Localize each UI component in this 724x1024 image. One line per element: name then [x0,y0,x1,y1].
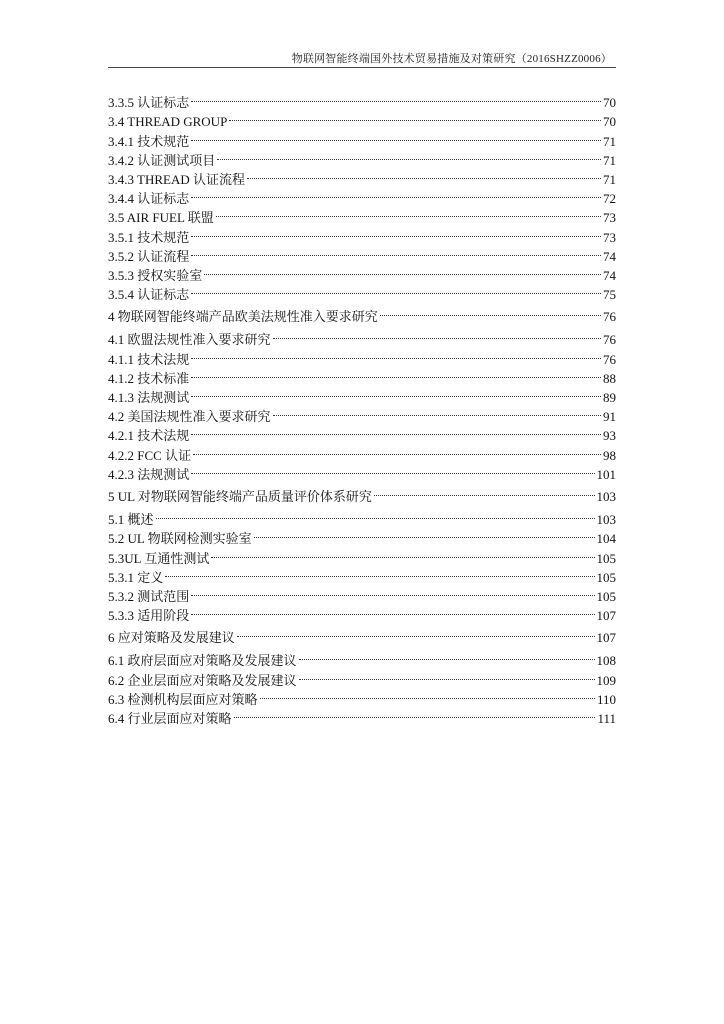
toc-entry-label: 6 应对策略及发展建议 [108,630,235,646]
toc-page-number: 98 [603,447,616,463]
toc-page-number: 73 [603,229,616,245]
toc-entry[interactable] [108,524,616,547]
toc-chapter-entry[interactable] [108,482,616,504]
toc-entry-label: 6.4 行业层面应对策略 [108,711,232,726]
toc-entry-label: 5.1 概述 [108,512,154,528]
toc-entry-label: 3.5.4 认证标志 [108,287,190,303]
toc-dot-leader [191,222,601,241]
toc-page-number: 107 [596,608,616,624]
toc-entry-label: 3.4 THREAD GROUP [108,114,228,130]
running-header: 物联网智能终端国外技术贸易措施及对策研究（2016SHZZ0006） [291,53,612,65]
toc-entry-label: 5.2 UL 物联网检测实验室 [108,531,252,547]
toc-page-number: 71 [603,133,616,149]
toc-dot-leader [229,107,601,126]
toc-entry-label: 4.1.1 技术法规 [108,351,190,367]
toc-entry-label: 6.3 检测机构层面应对策略 [108,691,258,707]
toc-dot-leader [237,623,595,642]
toc-entry[interactable] [108,325,616,348]
toc-page-number: 105 [596,569,616,585]
toc-entry-label: 3.4.1 技术规范 [108,133,190,149]
toc-chapter-entry[interactable] [108,302,616,325]
toc-entry[interactable] [108,563,616,585]
toc-page-number: 74 [603,267,616,283]
toc-page-number: 72 [603,191,616,207]
toc-dot-leader [191,126,601,145]
toc-page-number: 93 [603,428,616,444]
toc-dot-leader [156,505,595,524]
toc-dot-leader [217,146,601,165]
toc-page-number: 111 [597,711,616,726]
toc-page-number: 76 [603,332,616,348]
toc-page-number: 101 [596,466,616,482]
toc-entry-label: 5 UL 对物联网智能终端产品质量评价体系研究 [108,488,372,504]
toc-page-number: 103 [596,488,616,504]
toc-entry-label: 3.5.2 认证流程 [108,248,190,264]
toc-dot-leader [191,242,601,261]
toc-entry-label: 4.1.2 技术标准 [108,370,190,386]
toc-entry-label: 4.1.3 法规测试 [108,390,190,405]
toc-page-number: 70 [603,95,616,111]
toc-page-number: 105 [596,550,616,566]
toc-dot-leader [216,203,601,222]
toc-dot-leader [247,165,601,184]
toc-entry-label: 3.5.3 授权实验室 [108,267,203,283]
toc-dot-leader [234,704,596,723]
toc-dot-leader [191,582,594,601]
toc-page-number: 89 [603,390,616,405]
toc-dot-leader [191,88,601,107]
toc-dot-leader [191,383,601,402]
toc-page-number: 74 [603,248,616,264]
toc-entry-label: 3.4.2 认证测试项目 [108,152,216,168]
toc-dot-leader [273,325,601,344]
toc-page-number: 109 [596,672,616,688]
toc-entry-label: 4.2.1 技术法规 [108,428,190,444]
toc-entry[interactable] [108,582,616,604]
toc-dot-leader [204,261,601,280]
toc-dot-leader [299,646,595,665]
toc-dot-leader [254,524,595,543]
toc-page-number: 71 [603,171,616,187]
toc-dot-leader [193,440,601,459]
toc-dot-leader [191,364,601,383]
toc-page-number: 88 [603,370,616,386]
toc-dot-leader [299,665,595,684]
table-of-contents [108,88,616,726]
toc-entry-label: 3.4.4 认证标志 [108,191,190,207]
toc-entry-label: 6.2 企业层面应对策略及发展建议 [108,672,297,688]
toc-entry-label: 3.5.1 技术规范 [108,229,190,245]
toc-dot-leader [191,421,601,440]
toc-entry-label: 3.3.5 认证标志 [108,95,190,111]
toc-chapter-entry[interactable] [108,623,616,646]
toc-dot-leader [273,402,601,421]
toc-dot-leader [191,280,601,299]
toc-entry-label: 4 物联网智能终端产品欧美法规性准入要求研究 [108,309,378,325]
toc-entry-label: 5.3.1 定义 [108,569,164,585]
toc-entry-label: 4.2.2 FCC 认证 [108,447,192,463]
toc-dot-leader [191,460,594,479]
toc-dot-leader [380,302,601,321]
toc-entry[interactable] [108,646,616,669]
toc-entry-label: 5.3.3 适用阶段 [108,608,190,624]
toc-dot-leader [165,563,594,582]
toc-page-number: 70 [603,114,616,130]
toc-page-number: 76 [603,351,616,367]
toc-page-number: 108 [596,653,616,669]
toc-entry[interactable] [108,505,616,528]
header-rule [108,67,616,68]
toc-page-number: 110 [596,691,616,707]
toc-dot-leader [191,344,601,363]
toc-entry[interactable] [108,88,616,111]
toc-entry-label: 4.2.3 法规测试 [108,466,190,482]
toc-entry-label: 5.3.2 测试范围 [108,588,190,604]
toc-page-number: 76 [603,309,616,325]
toc-page-number: 73 [603,210,616,226]
toc-entry-label: 6.1 政府层面应对策略及发展建议 [108,653,297,669]
toc-page-number: 104 [596,531,616,547]
toc-dot-leader [191,601,594,620]
toc-entry-label: 3.5 AIR FUEL 联盟 [108,210,214,226]
toc-dot-leader [191,184,601,203]
toc-page-number: 75 [603,287,616,303]
toc-page-number: 107 [596,630,616,646]
toc-dot-leader [374,482,595,501]
toc-entry-label: 5.3UL 互通性测试 [108,550,210,566]
toc-entry-label: 4.1 欧盟法规性准入要求研究 [108,332,271,348]
toc-dot-leader [211,543,594,562]
toc-entry-label: 4.2 美国法规性准入要求研究 [108,409,271,425]
toc-entry-label: 3.4.3 THREAD 认证流程 [108,171,245,187]
toc-page-number: 71 [603,152,616,168]
toc-dot-leader [260,685,595,704]
toc-page-number: 105 [596,588,616,604]
toc-page-number: 103 [596,512,616,528]
toc-page-number: 91 [603,409,616,425]
